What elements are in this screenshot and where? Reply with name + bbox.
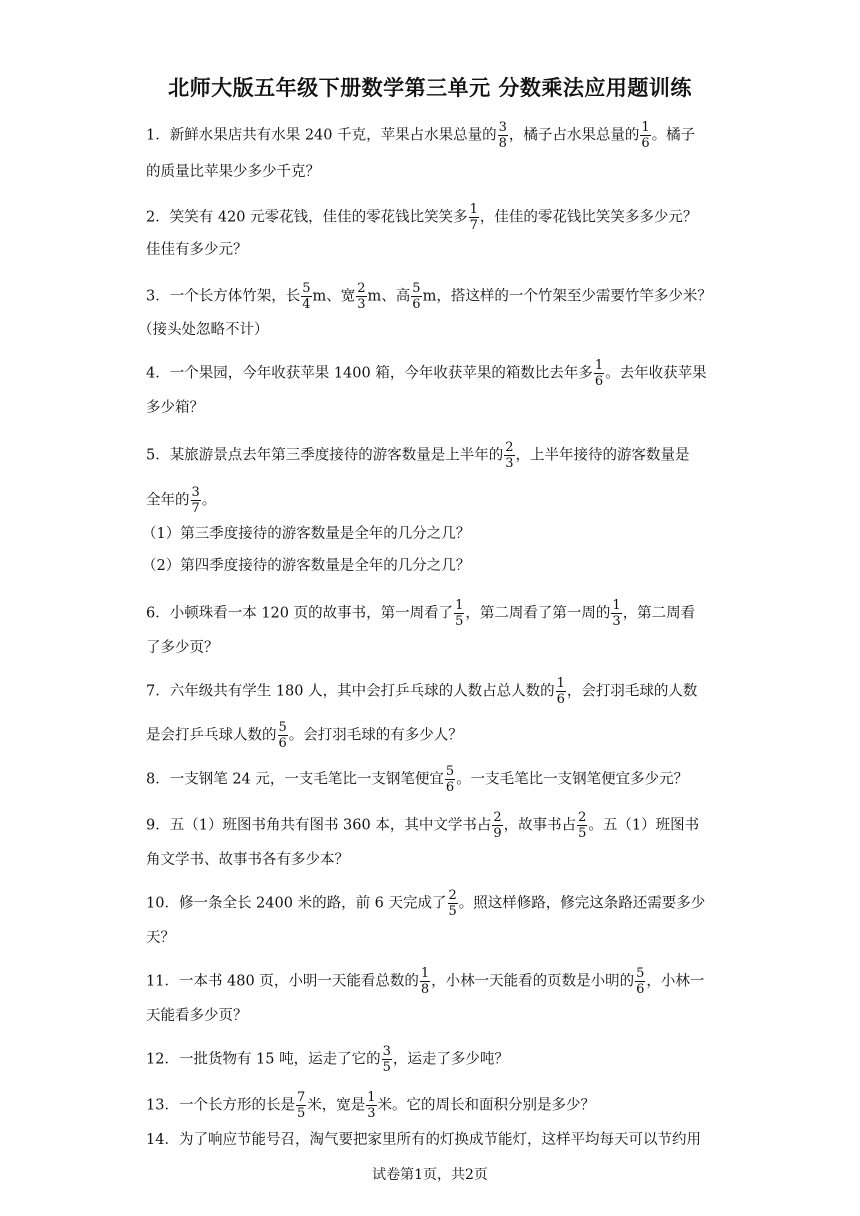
- fraction: $\frac{2}{5}$: [578, 810, 587, 841]
- problem-5-subquestion-2: （2）第四季度接待的游客数量是全年的几分之几？: [142, 558, 471, 574]
- fraction: $\frac{5}{6}$: [636, 966, 645, 997]
- text: 米。它的周长和面积分别是多少？: [377, 1097, 596, 1114]
- problem-5-line-1: [146, 440, 726, 471]
- text: 。五（1）班图书: [588, 817, 700, 834]
- fraction: $\frac{5}{6}$: [445, 764, 455, 795]
- page-title: 北师大版五年级下册数学第三单元 分数乘法应用题训练: [168, 75, 692, 100]
- text: 。: [201, 492, 217, 509]
- fraction: $\frac{1}{6}$: [641, 120, 650, 151]
- text: m、宽: [312, 288, 356, 305]
- text: ，上半年接待的游客数量是: [515, 447, 690, 464]
- text: 2．笑笑有 420 元零花钱，佳佳的零花钱比笑笑多: [146, 209, 468, 226]
- fraction: $\frac{7}{5}$: [296, 1090, 306, 1121]
- fraction: $\frac{1}{7}$: [469, 202, 478, 233]
- problem-2-line-2: 佳佳有多少元？: [146, 242, 248, 258]
- text: 12．一批货物有 15 吨，运走了它的: [146, 1051, 381, 1068]
- text: ，小林一天能看的页数是小明的: [431, 973, 635, 990]
- text: 3．一个长方体竹架，长: [146, 288, 301, 305]
- text: 10．修一条全长 2400 米的路，前 6 天完成了: [146, 895, 447, 912]
- fraction: $\frac{2}{3}$: [357, 281, 366, 312]
- fraction: $\frac{1}{6}$: [556, 676, 565, 707]
- problem-9-line-1: [146, 810, 726, 841]
- page-footer: 试卷第1页，共2页: [372, 1167, 488, 1183]
- text: ，小林一: [646, 973, 705, 990]
- fraction: $\frac{5}{6}$: [412, 281, 421, 312]
- fraction: $\frac{1}{5}$: [455, 598, 464, 629]
- problem-2-line-1: [146, 202, 726, 233]
- problem-6-line-1: [146, 598, 726, 629]
- text: 米，宽是: [307, 1097, 366, 1114]
- fraction: $\frac{1}{3}$: [612, 598, 621, 629]
- problem-14-line-1: 14．为了响应节能号召，淘气要把家里所有的灯换成节能灯，这样平均每天可以节约用: [146, 1132, 701, 1148]
- problem-3-line-1: [146, 281, 726, 312]
- fraction: $\frac{5}{4}$: [302, 281, 311, 312]
- fraction: $\frac{2}{3}$: [505, 440, 514, 471]
- problem-13-line-1: [146, 1090, 726, 1121]
- problem-1-line-2: 的质量比苹果少多少千克？: [146, 164, 320, 180]
- problem-7-line-1: [146, 676, 726, 707]
- problem-6-line-2: 了多少页？: [146, 640, 219, 656]
- text: m，搭这样的一个竹架至少需要竹竿多少米？: [422, 288, 712, 305]
- text: 9．五（1）班图书角共有图书 360 本，其中文学书占: [146, 817, 492, 834]
- fraction: $\frac{1}{3}$: [367, 1090, 376, 1121]
- problem-11-line-2: 天能看多少页？: [146, 1008, 248, 1024]
- problem-3-line-2: （接头处忽略不计）: [138, 322, 269, 338]
- fraction: $\frac{1}{6}$: [594, 358, 604, 389]
- text: 8．一支钢笔 24 元，一支毛笔比一支钢笔便宜: [146, 771, 444, 788]
- text: 。照这样修路，修完这条路还需要多少: [458, 895, 706, 912]
- fraction: $\frac{2}{5}$: [448, 888, 457, 919]
- text: ，会打羽毛球的人数: [566, 683, 698, 700]
- text: 11．一本书 480 页，小明一天能看总数的: [146, 973, 419, 990]
- fraction: $\frac{3}{8}$: [498, 120, 507, 151]
- text: 5．某旅游景点去年第三季度接待的游客数量是上半年的: [146, 447, 504, 464]
- fraction: $\frac{1}{8}$: [420, 966, 430, 997]
- text: 。去年收获苹果: [605, 365, 707, 382]
- text: ，橘子占水果总量的: [508, 127, 640, 144]
- text: 是会打乒乓球人数的: [146, 727, 277, 744]
- problem-5-line-2: [146, 485, 726, 516]
- text: 4．一个果园，今年收获苹果 1400 箱，今年收获苹果的箱数比去年多: [146, 365, 593, 382]
- text: 6．小顿珠看一本 120 页的故事书，第一周看了: [146, 605, 454, 622]
- problem-4-line-2: 多少箱？: [146, 400, 204, 416]
- problem-10-line-2: 天？: [146, 930, 175, 946]
- text: ，佳佳的零花钱比笑笑多多少元？: [479, 209, 698, 226]
- problem-10-line-1: [146, 888, 726, 919]
- text: 13．一个长方形的长是: [146, 1097, 295, 1114]
- text: ，第二周看了第一周的: [465, 605, 611, 622]
- problem-12-line-1: [146, 1044, 726, 1075]
- text: ，第二周看: [622, 605, 696, 622]
- problem-5-subquestion-1: （1）第三季度接待的游客数量是全年的几分之几？: [142, 526, 471, 542]
- text: 7．六年级共有学生 180 人，其中会打乒乓球的人数占总人数的: [146, 683, 555, 700]
- text: 。一支毛笔比一支钢笔便宜多少元？: [456, 771, 689, 788]
- problem-11-line-1: [146, 966, 726, 997]
- text: ，运走了多少吨？: [392, 1051, 509, 1068]
- fraction: $\frac{5}{6}$: [278, 720, 287, 751]
- problem-4-line-1: [146, 358, 726, 389]
- problem-1-line-1: [146, 120, 726, 151]
- problem-7-line-2: [146, 720, 726, 751]
- fraction: $\frac{3}{5}$: [382, 1044, 391, 1075]
- fraction: $\frac{3}{7}$: [191, 485, 200, 516]
- text: 全年的: [146, 492, 190, 509]
- text: 1．新鲜水果店共有水果 240 千克，苹果占水果总量的: [146, 127, 497, 144]
- text: 。橘子: [651, 127, 696, 144]
- text: m、高: [367, 288, 411, 305]
- fraction: $\frac{2}{9}$: [493, 810, 502, 841]
- problem-9-line-2: 角文学书、故事书各有多少本？: [146, 852, 349, 868]
- text: ，故事书占: [503, 817, 577, 834]
- text: 。会打羽毛球的有多少人？: [288, 727, 463, 744]
- problem-8-line-1: [146, 764, 726, 795]
